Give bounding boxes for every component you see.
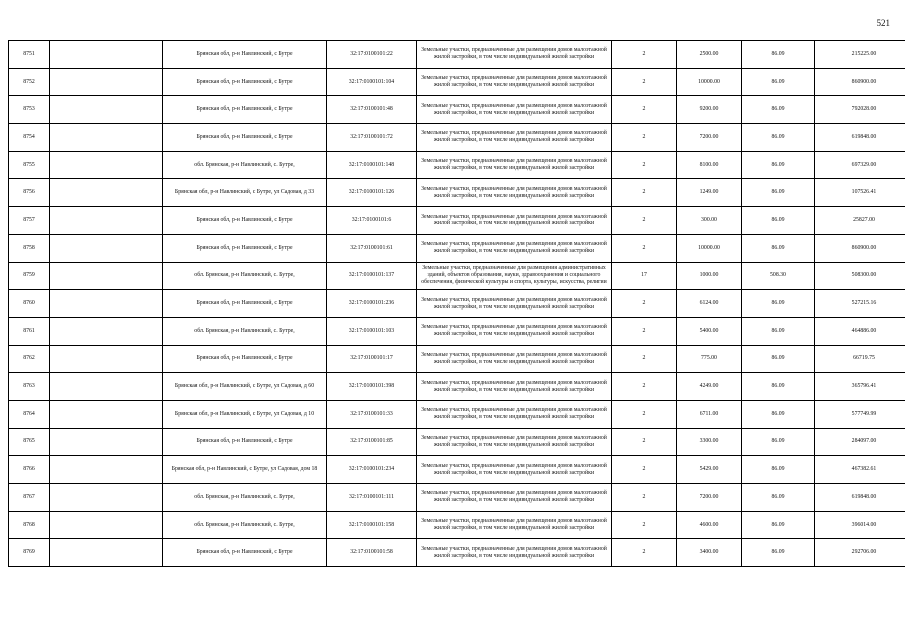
- cell-area: 3300.00: [677, 428, 742, 456]
- cell-permitted-use: Земельные участки, предназначенные для размещения домов малоэтажной жилой застройки, в том числе индивидуальной жилой застройки: [417, 400, 612, 428]
- cell-use-group: 2: [612, 96, 677, 124]
- cell-area: 2500.00: [677, 41, 742, 69]
- cell-empty: [50, 511, 163, 539]
- cell-area: 3400.00: [677, 539, 742, 567]
- cell-empty: [50, 456, 163, 484]
- table-row: [9, 428, 905, 456]
- cell-permitted-use: Земельные участки, предназначенные для размещения домов малоэтажной жилой застройки, в том числе индивидуальной жилой застройки: [417, 456, 612, 484]
- cell-empty: [50, 317, 163, 345]
- cell-cadastral-number: 32:17:0100101:236: [327, 290, 417, 318]
- cell-address: Брянская обл, р-н Навлинский, с Бутре: [163, 68, 327, 96]
- cell-empty: [50, 373, 163, 401]
- cell-cadastral-number: 32:17:0100101:158: [327, 511, 417, 539]
- cell-address: обл. Брянская, р-н Навлинский, с. Бутре,: [163, 511, 327, 539]
- cell-record-number: 8764: [9, 400, 50, 428]
- cell-use-group: 2: [612, 179, 677, 207]
- cell-use-group: 2: [612, 456, 677, 484]
- table-row: [9, 96, 905, 124]
- cell-area: 4249.00: [677, 373, 742, 401]
- cell-empty: [50, 290, 163, 318]
- cell-specific-value: 86.09: [742, 539, 815, 567]
- cell-cadastral-number: 32:17:0100101:137: [327, 262, 417, 290]
- cell-permitted-use: Земельные участки, предназначенные для размещения домов малоэтажной жилой застройки, в том числе индивидуальной жилой застройки: [417, 151, 612, 179]
- cell-empty: [50, 207, 163, 235]
- cell-use-group: 2: [612, 41, 677, 69]
- cell-use-group: 2: [612, 317, 677, 345]
- cell-record-number: 8755: [9, 151, 50, 179]
- cell-record-number: 8754: [9, 124, 50, 152]
- cell-empty: [50, 151, 163, 179]
- cell-use-group: 2: [612, 290, 677, 318]
- cell-cadastral-value: 215225.00: [815, 41, 905, 69]
- table-row: [9, 317, 905, 345]
- cell-record-number: 8767: [9, 484, 50, 512]
- cell-address: обл. Брянская, р-н Навлинский, с. Бутре,: [163, 484, 327, 512]
- cell-use-group: 2: [612, 484, 677, 512]
- table-row: [9, 41, 905, 69]
- cell-area: 10000.00: [677, 68, 742, 96]
- cell-cadastral-value: 25827.00: [815, 207, 905, 235]
- cell-use-group: 2: [612, 124, 677, 152]
- cell-cadastral-number: 32:17:0100101:17: [327, 345, 417, 373]
- cell-area: 5400.00: [677, 317, 742, 345]
- cell-specific-value: 86.09: [742, 207, 815, 235]
- cell-address: Брянская обл, р-н Навлинский, с Бутре: [163, 41, 327, 69]
- table-row: [9, 290, 905, 318]
- table-row: [9, 539, 905, 567]
- cell-record-number: 8752: [9, 68, 50, 96]
- cell-address: Брянская обл, р-н Навлинский, с Бутре: [163, 207, 327, 235]
- cell-cadastral-value: 467382.61: [815, 456, 905, 484]
- cell-record-number: 8756: [9, 179, 50, 207]
- cell-cadastral-value: 284097.00: [815, 428, 905, 456]
- cell-empty: [50, 345, 163, 373]
- table-row: [9, 151, 905, 179]
- cell-permitted-use: Земельные участки, предназначенные для размещения домов малоэтажной жилой застройки, в том числе индивидуальной жилой застройки: [417, 373, 612, 401]
- cell-specific-value: 86.09: [742, 428, 815, 456]
- cell-empty: [50, 179, 163, 207]
- cell-record-number: 8763: [9, 373, 50, 401]
- cell-empty: [50, 124, 163, 152]
- table-row: [9, 373, 905, 401]
- cell-empty: [50, 400, 163, 428]
- cell-area: 300.00: [677, 207, 742, 235]
- cell-cadastral-number: 32:17:0100101:103: [327, 317, 417, 345]
- cell-use-group: 2: [612, 428, 677, 456]
- cell-address: Брянская обл, р-н Навлинский, с Бутре: [163, 290, 327, 318]
- cell-area: 7200.00: [677, 484, 742, 512]
- cell-permitted-use: Земельные участки, предназначенные для размещения домов малоэтажной жилой застройки, в том числе индивидуальной жилой застройки: [417, 539, 612, 567]
- cell-specific-value: 86.09: [742, 96, 815, 124]
- cell-permitted-use: Земельные участки, предназначенные для размещения административных зданий, объектов образования, науки, здравоохранения и социального обеспечения, физической культуры и спорта, культуры, искусства, религии: [417, 262, 612, 290]
- cell-record-number: 8766: [9, 456, 50, 484]
- cell-use-group: 2: [612, 207, 677, 235]
- table-row: [9, 400, 905, 428]
- cell-cadastral-value: 396014.00: [815, 511, 905, 539]
- cell-permitted-use: Земельные участки, предназначенные для размещения домов малоэтажной жилой застройки, в том числе индивидуальной жилой застройки: [417, 68, 612, 96]
- table-row: [9, 207, 905, 235]
- cell-record-number: 8751: [9, 41, 50, 69]
- cell-empty: [50, 41, 163, 69]
- cell-specific-value: 86.09: [742, 234, 815, 262]
- cell-empty: [50, 262, 163, 290]
- cell-address: Брянская обл, р-н Навлинский, с Бутре, ул Садовая, д 60: [163, 373, 327, 401]
- cell-cadastral-value: 527215.16: [815, 290, 905, 318]
- cell-cadastral-value: 577749.99: [815, 400, 905, 428]
- table-row: [9, 68, 905, 96]
- land-plot-registry-table: [8, 40, 905, 567]
- cell-cadastral-number: 32:17:0100101:58: [327, 539, 417, 567]
- cell-address: обл. Брянская, р-н Навлинский, с. Бутре,: [163, 317, 327, 345]
- cell-record-number: 8759: [9, 262, 50, 290]
- cell-area: 5429.00: [677, 456, 742, 484]
- cell-record-number: 8758: [9, 234, 50, 262]
- cell-area: 10000.00: [677, 234, 742, 262]
- cell-address: Брянская обл, р-н Навлинский, с Бутре: [163, 96, 327, 124]
- cell-use-group: 2: [612, 373, 677, 401]
- cell-specific-value: 86.09: [742, 345, 815, 373]
- cell-permitted-use: Земельные участки, предназначенные для размещения домов малоэтажной жилой застройки, в том числе индивидуальной жилой застройки: [417, 124, 612, 152]
- cell-permitted-use: Земельные участки, предназначенные для размещения домов малоэтажной жилой застройки, в том числе индивидуальной жилой застройки: [417, 511, 612, 539]
- cell-cadastral-number: 32:17:0100101:148: [327, 151, 417, 179]
- cell-permitted-use: Земельные участки, предназначенные для размещения домов малоэтажной жилой застройки, в том числе индивидуальной жилой застройки: [417, 484, 612, 512]
- cell-area: 1249.00: [677, 179, 742, 207]
- cell-use-group: 2: [612, 68, 677, 96]
- cell-use-group: 2: [612, 539, 677, 567]
- cell-cadastral-value: 792028.00: [815, 96, 905, 124]
- cell-permitted-use: Земельные участки, предназначенные для размещения домов малоэтажной жилой застройки, в том числе индивидуальной жилой застройки: [417, 207, 612, 235]
- cell-address: Брянская обл, р-н Навлинский, с Бутре: [163, 124, 327, 152]
- cell-area: 9200.00: [677, 96, 742, 124]
- cell-cadastral-value: 464886.00: [815, 317, 905, 345]
- cell-cadastral-number: 32:17:0100101:72: [327, 124, 417, 152]
- cell-cadastral-number: 32:17:0100101:61: [327, 234, 417, 262]
- cell-cadastral-number: 32:17:0100101:85: [327, 428, 417, 456]
- cell-permitted-use: Земельные участки, предназначенные для размещения домов малоэтажной жилой застройки, в том числе индивидуальной жилой застройки: [417, 317, 612, 345]
- cell-cadastral-number: 32:17:0100101:111: [327, 484, 417, 512]
- cell-specific-value: 86.09: [742, 484, 815, 512]
- cell-specific-value: 86.09: [742, 68, 815, 96]
- cell-specific-value: 86.09: [742, 456, 815, 484]
- cell-address: Брянская обл, р-н Навлинский, с Бутре, ул Садовая, дом 18: [163, 456, 327, 484]
- table-row: [9, 262, 905, 290]
- cell-cadastral-value: 66719.75: [815, 345, 905, 373]
- table-row: [9, 456, 905, 484]
- cell-specific-value: 86.09: [742, 317, 815, 345]
- cell-specific-value: 86.09: [742, 151, 815, 179]
- cell-address: обл. Брянская, р-н Навлинский, с. Бутре,: [163, 262, 327, 290]
- cell-specific-value: 86.09: [742, 179, 815, 207]
- table-row: [9, 484, 905, 512]
- table-row: [9, 234, 905, 262]
- cell-permitted-use: Земельные участки, предназначенные для размещения домов малоэтажной жилой застройки, в том числе индивидуальной жилой застройки: [417, 234, 612, 262]
- cell-area: 6124.00: [677, 290, 742, 318]
- registry-table-body: [9, 41, 905, 567]
- cell-record-number: 8757: [9, 207, 50, 235]
- cell-specific-value: 86.09: [742, 124, 815, 152]
- cell-use-group: 2: [612, 151, 677, 179]
- cell-record-number: 8760: [9, 290, 50, 318]
- cell-specific-value: 86.09: [742, 511, 815, 539]
- cell-cadastral-number: 32:17:0100101:33: [327, 400, 417, 428]
- cell-record-number: 8765: [9, 428, 50, 456]
- cell-cadastral-value: 292706.00: [815, 539, 905, 567]
- cell-use-group: 2: [612, 234, 677, 262]
- cell-cadastral-value: 860900.00: [815, 234, 905, 262]
- cell-record-number: 8762: [9, 345, 50, 373]
- cell-record-number: 8769: [9, 539, 50, 567]
- cell-permitted-use: Земельные участки, предназначенные для размещения домов малоэтажной жилой застройки, в том числе индивидуальной жилой застройки: [417, 96, 612, 124]
- cell-permitted-use: Земельные участки, предназначенные для размещения домов малоэтажной жилой застройки, в том числе индивидуальной жилой застройки: [417, 345, 612, 373]
- cell-empty: [50, 539, 163, 567]
- cell-cadastral-number: 32:17:0100101:104: [327, 68, 417, 96]
- cell-empty: [50, 484, 163, 512]
- cell-cadastral-value: 508300.00: [815, 262, 905, 290]
- cell-cadastral-number: 32:17:0100101:6: [327, 207, 417, 235]
- cell-permitted-use: Земельные участки, предназначенные для размещения домов малоэтажной жилой застройки, в том числе индивидуальной жилой застройки: [417, 290, 612, 318]
- cell-cadastral-value: 860900.00: [815, 68, 905, 96]
- table-row: [9, 345, 905, 373]
- cell-use-group: 2: [612, 511, 677, 539]
- cell-specific-value: 508.30: [742, 262, 815, 290]
- cell-cadastral-number: 32:17:0100101:48: [327, 96, 417, 124]
- cell-record-number: 8753: [9, 96, 50, 124]
- cell-permitted-use: Земельные участки, предназначенные для размещения домов малоэтажной жилой застройки, в том числе индивидуальной жилой застройки: [417, 41, 612, 69]
- cell-address: обл. Брянская, р-н Навлинский, с. Бутре,: [163, 151, 327, 179]
- cell-use-group: 2: [612, 345, 677, 373]
- cell-permitted-use: Земельные участки, предназначенные для размещения домов малоэтажной жилой застройки, в том числе индивидуальной жилой застройки: [417, 179, 612, 207]
- cell-empty: [50, 96, 163, 124]
- page-number: 521: [876, 18, 890, 28]
- cell-area: 7200.00: [677, 124, 742, 152]
- cell-specific-value: 86.09: [742, 373, 815, 401]
- cell-use-group: 2: [612, 400, 677, 428]
- cell-cadastral-number: 32:17:0100101:22: [327, 41, 417, 69]
- table-row: [9, 511, 905, 539]
- table-row: [9, 179, 905, 207]
- cell-address: Брянская обл, р-н Навлинский, с Бутре, ул Садовая, д 10: [163, 400, 327, 428]
- cell-empty: [50, 428, 163, 456]
- cell-cadastral-number: 32:17:0100101:398: [327, 373, 417, 401]
- cell-address: Брянская обл, р-н Навлинский, с Бутре, ул Садовая, д 33: [163, 179, 327, 207]
- cell-specific-value: 86.09: [742, 290, 815, 318]
- cell-address: Брянская обл, р-н Навлинский, с Бутре: [163, 345, 327, 373]
- cell-area: 6711.00: [677, 400, 742, 428]
- cell-area: 1000.00: [677, 262, 742, 290]
- cell-empty: [50, 234, 163, 262]
- cell-permitted-use: Земельные участки, предназначенные для размещения домов малоэтажной жилой застройки, в том числе индивидуальной жилой застройки: [417, 428, 612, 456]
- cell-cadastral-value: 697329.00: [815, 151, 905, 179]
- cell-cadastral-number: 32:17:0100101:234: [327, 456, 417, 484]
- cell-cadastral-value: 619848.00: [815, 124, 905, 152]
- cell-area: 8100.00: [677, 151, 742, 179]
- cell-use-group: 17: [612, 262, 677, 290]
- cell-specific-value: 86.09: [742, 41, 815, 69]
- cell-cadastral-value: 365796.41: [815, 373, 905, 401]
- cell-record-number: 8768: [9, 511, 50, 539]
- cell-address: Брянская обл, р-н Навлинский, с Бутре: [163, 539, 327, 567]
- cell-address: Брянская обл, р-н Навлинский, с Бутре: [163, 428, 327, 456]
- cell-cadastral-number: 32:17:0100101:126: [327, 179, 417, 207]
- cell-record-number: 8761: [9, 317, 50, 345]
- cell-area: 775.00: [677, 345, 742, 373]
- cell-empty: [50, 68, 163, 96]
- cell-address: Брянская обл, р-н Навлинский, с Бутре: [163, 234, 327, 262]
- cell-cadastral-value: 107526.41: [815, 179, 905, 207]
- table-row: [9, 124, 905, 152]
- cell-specific-value: 86.09: [742, 400, 815, 428]
- cell-cadastral-value: 619848.00: [815, 484, 905, 512]
- cell-area: 4600.00: [677, 511, 742, 539]
